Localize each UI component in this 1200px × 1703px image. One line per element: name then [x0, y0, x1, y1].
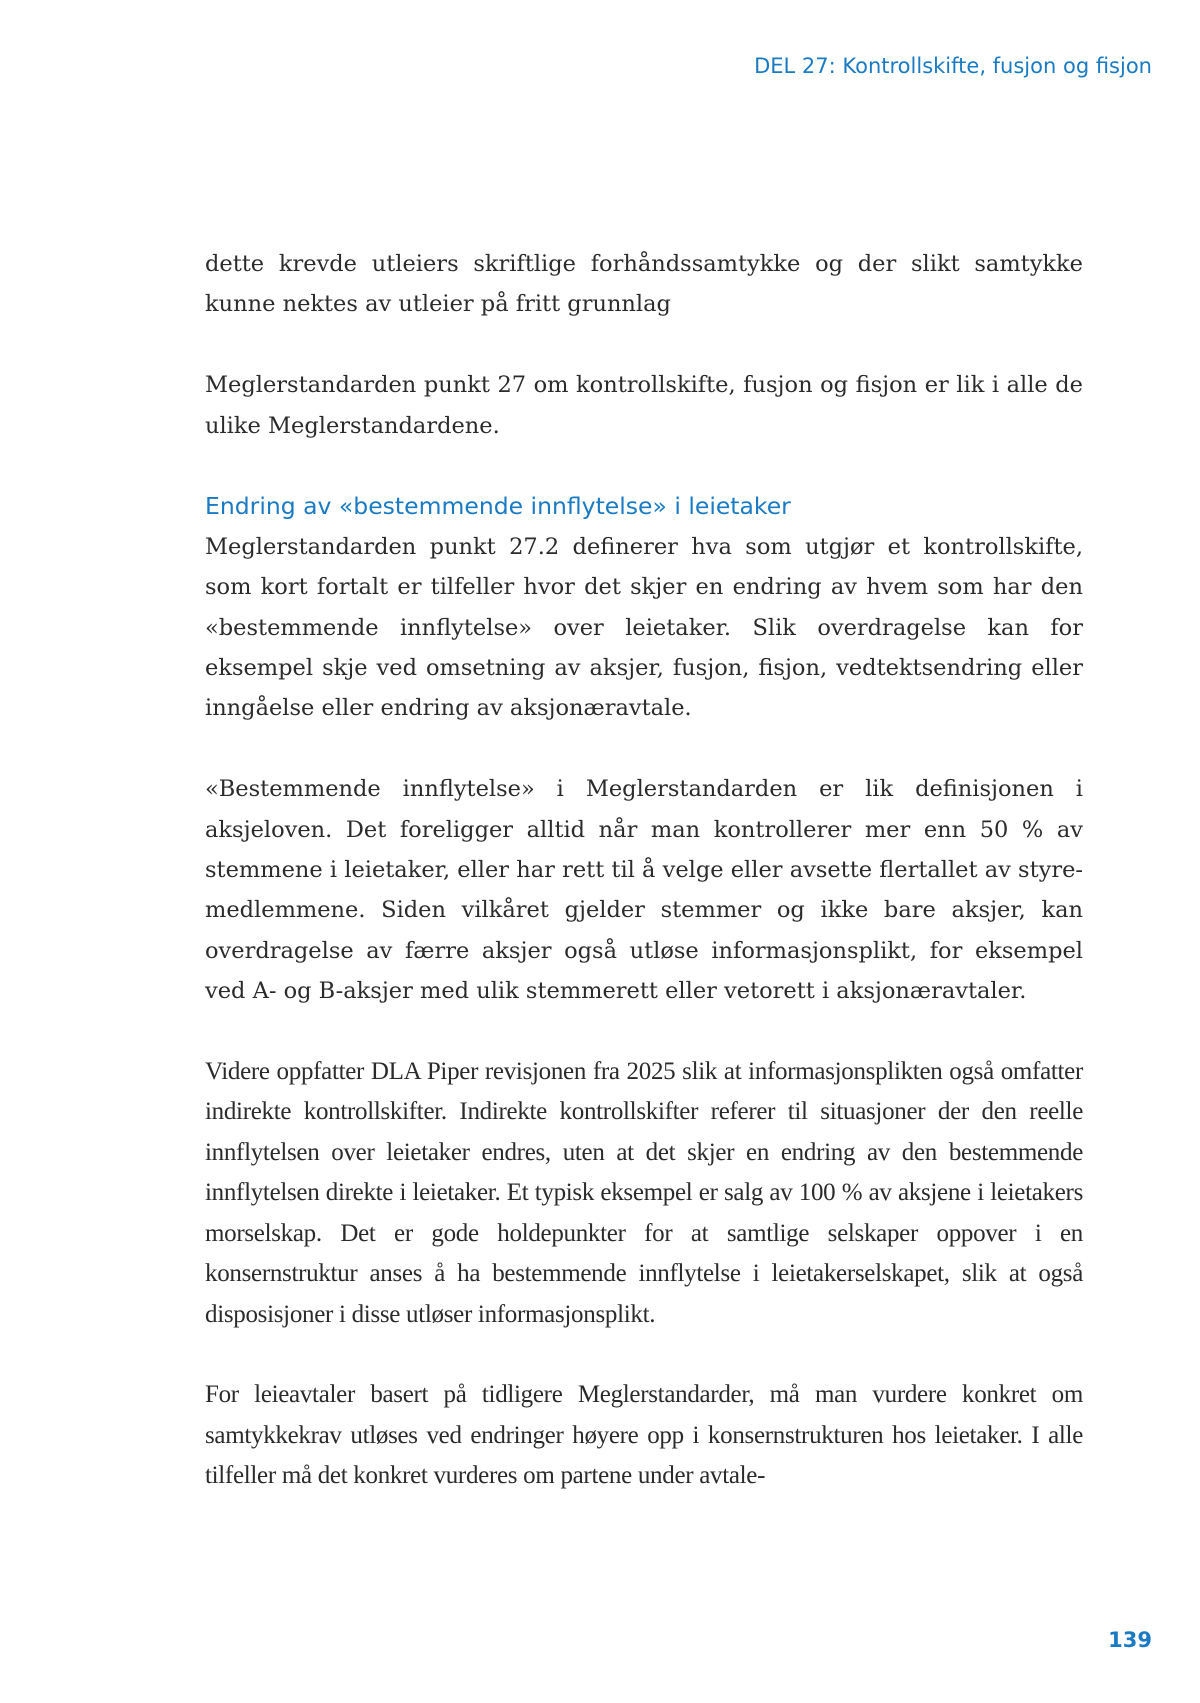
running-header-title: DEL 27: Kontrollskifte, fusjon og fisjon — [754, 54, 1152, 78]
page-body — [205, 244, 1083, 1537]
page-number: 139 — [1108, 1628, 1152, 1652]
paragraph-5: Videre oppfatter DLA Piper revisjonen fra 2025 slik at informasjonsplikten også omfatter indirekte kontrollskifter. Indirekte kontrollskifter referer til situasjoner der den reelle innflytelsen over leietaker endres, uten at det skjer en endring av den bestemmende innflytelsen direkte i leietaker. Et typisk eksempel er salg av 100 % av aksjene i leietakers morselskap. Det er gode holdepunkter for at samtlige selskaper oppover i en konsernstruktur anses å ha bestemmende innflytelse i leietakerselskapet, slik at også disposisjoner i disse utløser informasjonsplikt. — [205, 1058, 1083, 1328]
paragraph-4: «Bestemmende innflytelse» i Meglerstandarden er lik definisjonen i aksjeloven. Det foreligger alltid når man kontrollerer mer enn 50 % av stemmene i leietaker, eller har rett til å velge eller avsette flertallet av styremedlemmene. Siden vilkåret gjelder stemmer og ikke bare aksjer, kan overdragelse av færre aksjer også utløse informasjonsplikt, for eksempel ved A- og B-aksjer med ulik stemmerett eller vetorett i aksjonæravtaler. — [205, 776, 1083, 1005]
paragraph-2: Meglerstandarden punkt 27 om kontrollskifte, fusjon og fisjon er lik i alle de ulike Meglerstandardene. — [205, 372, 1083, 439]
section-heading: Endring av «bestemmende innflytelse» i leietaker — [205, 492, 791, 521]
paragraph-3: Meglerstandarden punkt 27.2 definerer hva som utgjør et kontrollskifte, som kort fortalt er tilfeller hvor det skjer en endring av hvem som har den «bestemmende innflytelse» over leietaker. Slik overdragelse kan for eksempel skje ved omsetning av aksjer, fusjon, fisjon, vedtektsendring eller inngåelse eller endring av aksjonæravtale. — [205, 533, 1083, 722]
paragraph-6: For leieavtaler basert på tidligere Meglerstandarder, må man vurdere konkret om samtykkekrav utløses ved endringer høyere opp i konsernstrukturen hos leietaker. I alle tilfeller må det konkret vurderes om partene under avtale- — [205, 1381, 1083, 1490]
paragraph-1: dette krevde utleiers skriftlige forhåndssamtykke og der slikt samtykke kunne nektes av utleier på fritt grunnlag — [205, 251, 1083, 318]
